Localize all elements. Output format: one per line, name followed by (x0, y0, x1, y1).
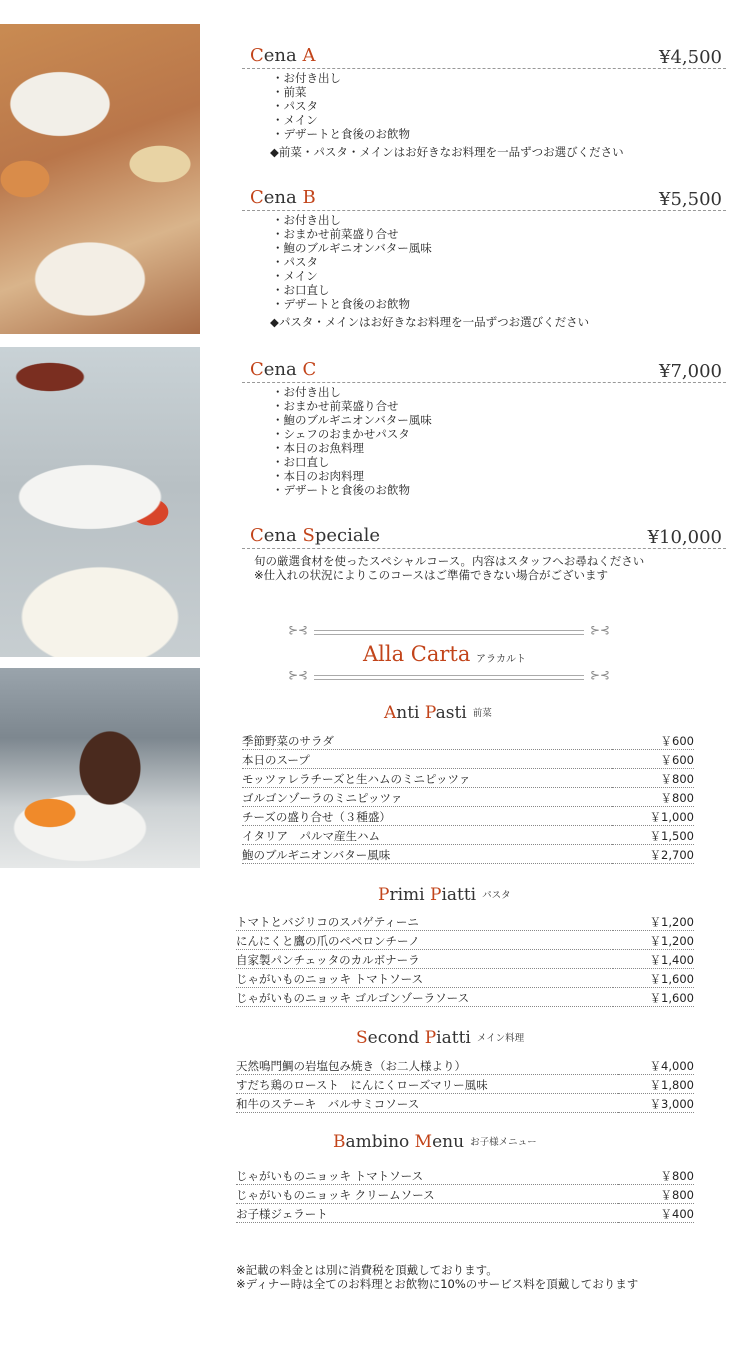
footer-notes (236, 1263, 638, 1291)
course-header (242, 180, 726, 211)
table-row (242, 769, 694, 788)
table-row (242, 807, 694, 826)
menu-table-primi-piatti (236, 912, 694, 1007)
dish-price: ￥1,500 (612, 826, 694, 845)
course-price: ¥10,000 (647, 527, 722, 548)
dish-name: モッツァレラチーズと生ハムのミニピッツァ (242, 769, 612, 788)
course-item: ・ お付き出し (272, 71, 726, 85)
dish-name: すだち鶏のロースト にんにくローズマリー風味 (236, 1075, 618, 1094)
course-item: ・ 本日のお肉料理 (272, 469, 726, 483)
table-row (236, 950, 694, 969)
table-row (242, 750, 694, 769)
ornament-divider-bottom: ⊱⊰ ⊱⊰ (288, 668, 610, 682)
course-item-list (272, 213, 726, 311)
dish-price: ￥1,400 (613, 950, 694, 969)
course-item-list (272, 71, 726, 141)
course-item: ・ 前菜 (272, 85, 726, 99)
course-item-list (272, 385, 726, 497)
dish-name: 自家製パンチェッタのカルボナーラ (236, 950, 613, 969)
dish-photo-pasta-course (0, 24, 200, 334)
course-item: ・ お付き出し (272, 385, 726, 399)
course-description (254, 554, 726, 582)
dish-name: チーズの盛り合せ（３種盛） (242, 807, 612, 826)
course-title: Cena A (250, 45, 316, 66)
course-item: ・ お口直し (272, 283, 726, 297)
course-header (242, 518, 726, 549)
course-item: ・ パスタ (272, 99, 726, 113)
table-row (236, 1075, 694, 1094)
dish-name: じゃがいものニョッキ クリームソース (236, 1185, 618, 1204)
course-cena-a (242, 38, 726, 159)
dish-price: ￥2,700 (612, 845, 694, 864)
dish-name: 和牛のステーキ バルサミコソース (236, 1094, 618, 1113)
dish-price: ￥3,000 (618, 1094, 694, 1113)
dish-name: 鮑のブルギニオンバター風味 (242, 845, 612, 864)
footer-note: ※記載の料金とは別に消費税を頂戴しております。 (236, 1263, 498, 1277)
dish-name: 本日のスープ (242, 750, 612, 769)
dish-price: ￥400 (618, 1204, 694, 1223)
course-price: ¥5,500 (659, 189, 722, 210)
dish-price: ￥1,200 (613, 931, 694, 950)
course-header (242, 352, 726, 383)
course-item: ・ パスタ (272, 255, 726, 269)
dish-price: ￥1,600 (613, 988, 694, 1007)
dish-name: じゃがいものニョッキ ゴルゴンゾーラソース (236, 988, 613, 1007)
section-title-bambino-menu: Bambino Menu お子様メニュー (333, 1132, 537, 1152)
course-title: Cena B (250, 187, 316, 208)
dish-price: ￥4,000 (618, 1056, 694, 1075)
course-item: ・ メイン (272, 113, 726, 127)
dish-price: ￥600 (612, 750, 694, 769)
table-row (236, 1204, 694, 1223)
course-item: ・ 鮑のブルギニオンバター風味 (272, 241, 726, 255)
course-price: ¥4,500 (659, 47, 722, 68)
course-item: ・ 本日のお魚料理 (272, 441, 726, 455)
course-cena-speciale (242, 518, 726, 582)
course-note: ◆前菜・パスタ・メインはお好きなお料理を一品ずつお選びください (270, 145, 624, 159)
course-item: ・ おまかせ前菜盛り合せ (272, 227, 726, 241)
dish-price: ￥1,000 (612, 807, 694, 826)
table-row (236, 1056, 694, 1075)
course-item: ・ デザートと食後のお飲物 (272, 297, 726, 311)
course-title: Cena Speciale (250, 525, 380, 546)
table-row (236, 1094, 694, 1113)
course-item: ・ おまかせ前菜盛り合せ (272, 399, 726, 413)
dish-price: ￥800 (618, 1185, 694, 1204)
section-title-second-piatti: Second Piatti メイン料理 (356, 1028, 525, 1048)
dish-name: じゃがいものニョッキ トマトソース (236, 1166, 618, 1185)
course-description-line: ※仕入れの状況によりこのコースはご準備できない場合がございます (254, 568, 609, 582)
course-price: ¥7,000 (659, 361, 722, 382)
dish-name: 季節野菜のサラダ (242, 731, 612, 750)
section-title-primi-piatti: Primi Piatti パスタ (378, 885, 511, 905)
table-row (236, 912, 694, 931)
course-item: ・ デザートと食後のお飲物 (272, 483, 726, 497)
course-title: Cena C (250, 359, 317, 380)
ornament-divider-top: ⊱⊰ ⊱⊰ (288, 623, 610, 637)
course-item: ・ お口直し (272, 455, 726, 469)
dish-price: ￥1,800 (618, 1075, 694, 1094)
dish-name: トマトとバジリコのスパゲティーニ (236, 912, 613, 931)
dish-name: にんにくと鷹の爪のペペロンチーノ (236, 931, 613, 950)
dish-photo-main-course (0, 347, 200, 657)
dish-price: ￥1,600 (613, 969, 694, 988)
table-row (242, 845, 694, 864)
course-header (242, 38, 726, 69)
dish-price: ￥800 (618, 1166, 694, 1185)
menu-table-second-piatti (236, 1056, 694, 1113)
dish-photo-dessert (0, 668, 200, 868)
course-item: ・ お付き出し (272, 213, 726, 227)
course-cena-b (242, 180, 726, 329)
course-item: ・ シェフのおまかせパスタ (272, 427, 726, 441)
section-title-anti-pasti: Anti Pasti 前菜 (384, 703, 492, 723)
dish-name: じゃがいものニョッキ トマトソース (236, 969, 613, 988)
course-description-line: 旬の厳選食材を使ったスペシャルコース。内容はスタッフへお尋ねください (254, 554, 645, 568)
table-row (236, 931, 694, 950)
course-note: ◆パスタ・メインはお好きなお料理を一品ずつお選びください (270, 315, 590, 329)
table-row (242, 788, 694, 807)
course-item: ・ デザートと食後のお飲物 (272, 127, 726, 141)
footer-note: ※ディナー時は全てのお料理とお飲物に10%のサービス料を頂戴しております (236, 1277, 639, 1291)
menu-table-anti-pasti (242, 731, 694, 864)
menu-table-bambino-menu (236, 1166, 694, 1223)
table-row (236, 1166, 694, 1185)
dish-price: ￥800 (612, 788, 694, 807)
dish-name: 天然鳴門鯛の岩塩包み焼き（お二人様より） (236, 1056, 618, 1075)
alla-carta-subtitle: アラカルト (476, 654, 526, 665)
dish-price: ￥1,200 (613, 912, 694, 931)
dish-name: イタリア パルマ産生ハム (242, 826, 612, 845)
course-cena-c (242, 352, 726, 497)
table-row (242, 826, 694, 845)
course-item: ・ 鮑のブルギニオンバター風味 (272, 413, 726, 427)
table-row (236, 969, 694, 988)
dish-price: ￥600 (612, 731, 694, 750)
alla-carta-title: Alla Carta (363, 642, 471, 666)
dish-name: ゴルゴンゾーラのミニピッツァ (242, 788, 612, 807)
table-row (236, 988, 694, 1007)
table-row (236, 1185, 694, 1204)
table-row (242, 731, 694, 750)
dish-name: お子様ジェラート (236, 1204, 618, 1223)
dish-price: ￥800 (612, 769, 694, 788)
course-item: ・ メイン (272, 269, 726, 283)
